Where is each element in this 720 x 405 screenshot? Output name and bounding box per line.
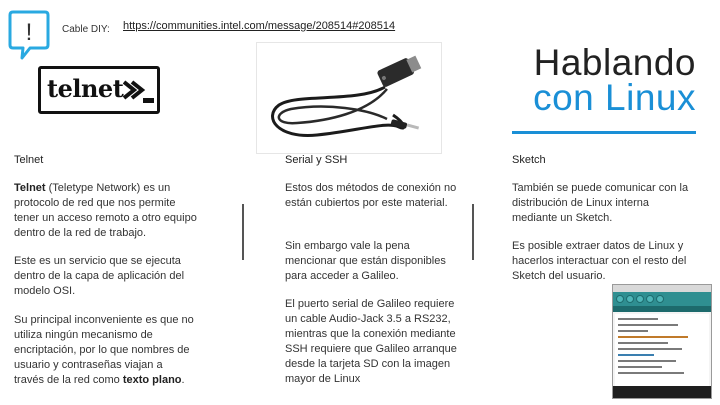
column-divider (242, 204, 244, 260)
telnet-term: Telnet (14, 182, 46, 194)
telnet-paragraph-3 (14, 313, 194, 388)
save-icon (656, 295, 664, 303)
serial-cable-photo (256, 42, 442, 154)
column-heading-sketch: Sketch (512, 154, 546, 166)
serial-ssh-paragraph-3: El puerto serial de Galileo requiere un cable Audio-Jack 3.5 a RS232, mientras que la conexión mediante SSH requiere que Galileo arranque desde la tarjeta SD con la imagen mayor de Linux (285, 298, 457, 385)
sketch-paragraph-1: También se puede comunicar con la distribución de Linux interna mediante un Sketch. (512, 182, 689, 224)
telnet-logo-text: telnet (47, 74, 124, 103)
serial-ssh-paragraph-1: Estos dos métodos de conexión no están cubiertos por este material. (285, 182, 457, 209)
ide-titlebar (613, 285, 711, 292)
cable-diy-link[interactable]: https://communities.intel.com/message/208514#208514 (123, 20, 396, 32)
serial-ssh-paragraph-2: Sin embargo vale la pena mencionar que están disponibles para acceder a Galileo. (285, 240, 446, 282)
ide-toolbar (613, 292, 711, 306)
ide-console (613, 386, 711, 398)
terminal-prompt-icon (123, 78, 155, 106)
telnet-paragraph-1 (14, 181, 198, 241)
ide-code-area (615, 314, 709, 386)
title-line-1: Hablando (533, 42, 696, 83)
column-heading-serial-ssh: Serial y SSH (285, 154, 348, 166)
ide-tab-bar (613, 306, 711, 312)
cable-diy-label: Cable DIY: (62, 24, 110, 35)
upload-icon (626, 295, 634, 303)
telnet-drawback-text: Su principal inconveniente es que no utiliza ningún mecanismo de encriptación, por lo que nombres de usuario y contraseñas viajan a través de la red como (14, 314, 194, 386)
alert-glyph: ! (25, 19, 33, 46)
title-underline (512, 131, 696, 134)
telnet-definition: (Teletype Network) es un protocolo de red que nos permite tener un acceso remoto a otro equipo dentro de la red de trabajo. (14, 182, 197, 239)
open-icon (646, 295, 654, 303)
telnet-logo (38, 66, 160, 114)
telnet-drawback-end: . (181, 374, 185, 386)
telnet-paragraph-2: Este es un servicio que se ejecuta dentro de la capa de aplicación del modelo OSI. (14, 255, 185, 297)
column-divider (472, 204, 474, 260)
plain-text-term: texto plano (122, 374, 182, 386)
title-line-2: con Linux (533, 77, 696, 118)
verify-icon (616, 295, 624, 303)
new-icon (636, 295, 644, 303)
sketch-paragraph-2: Es posible extraer datos de Linux y hacerlos interactuar con el resto del Sketch del usuario. (512, 240, 687, 282)
column-heading-telnet: Telnet (14, 154, 44, 166)
alert-bubble-icon (8, 8, 50, 60)
sketch-ide-screenshot (612, 284, 712, 399)
